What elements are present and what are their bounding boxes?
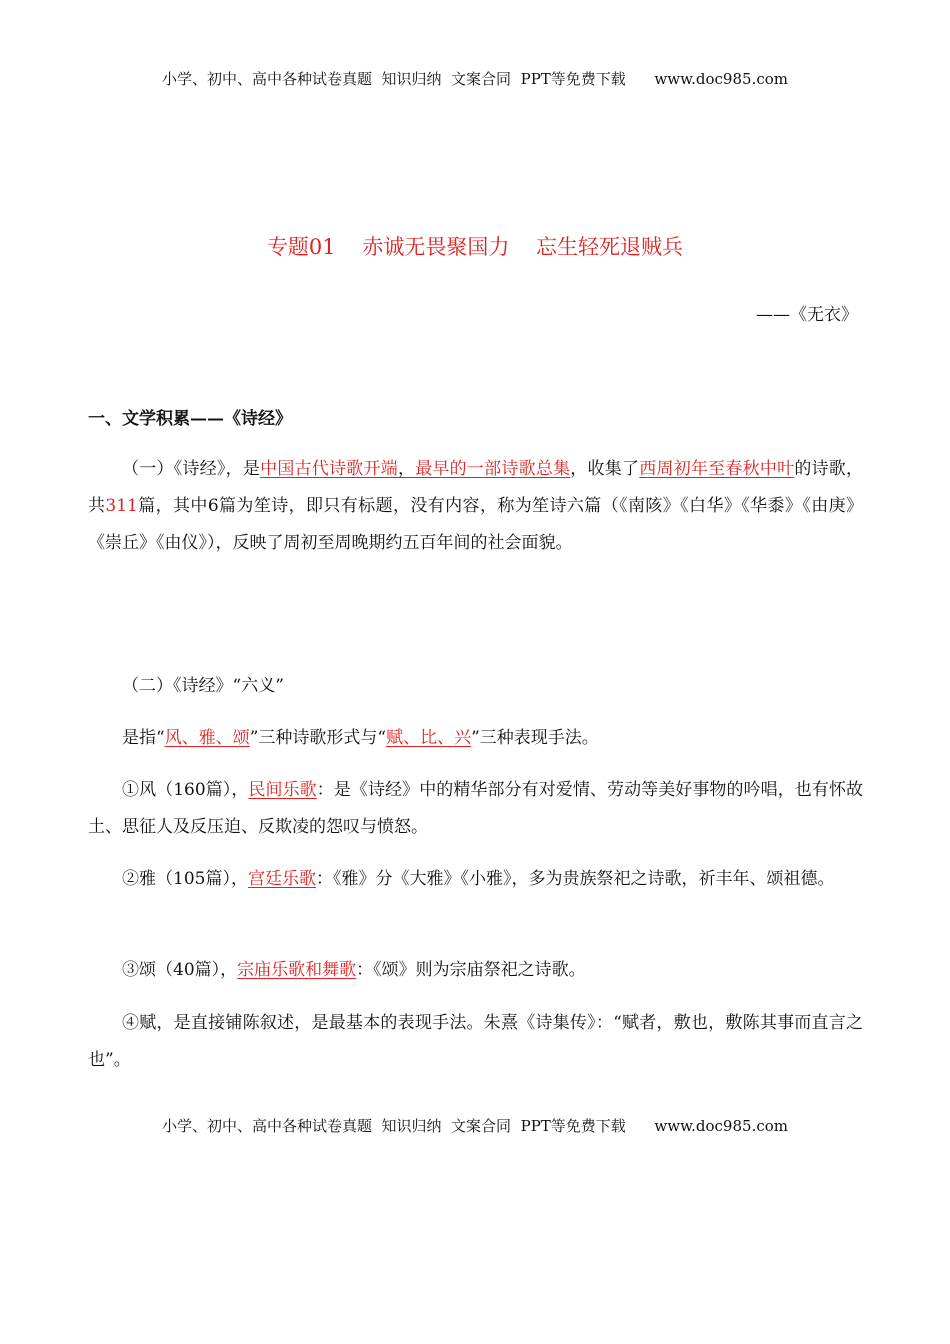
text-run: ，收集了: [570, 459, 640, 479]
section-heading: 一、文学积累——《诗经》: [88, 409, 292, 429]
highlight-feng: 民间乐歌: [248, 780, 317, 800]
page-header: 小学、初中、高中各种试卷真题 知识归纳 文案合同 PPT等免费下载 www.doc985.com: [161, 70, 788, 88]
page-footer: 小学、初中、高中各种试卷真题 知识归纳 文案合同 PPT等免费下载 www.doc985.com: [161, 1117, 788, 1135]
text-run: 篇，其中6篇为笙诗，即只有标题，没有内容，称为笙诗六篇（《南陔》《白华》《华黍》《由庚》《崇丘》《由仪》），反映了周初至周晚期约五百年间的社会面貌。: [88, 496, 863, 553]
paragraph-song: [88, 952, 863, 989]
paragraph-fu: ④赋，是直接铺陈叙述，是最基本的表现手法。朱熹《诗集传》：“赋者，敷也，敷陈其事而直言之也”。: [88, 1013, 863, 1070]
text-run: ：是《诗经》中的精华部分有对爱情、劳动等美好事物的吟唱，也有怀故土、思征人及反压迫、反欺凌的怨叹与愤怒。: [88, 780, 864, 837]
text-run: ”三种表现手法。: [471, 728, 599, 748]
text-run: （一）《诗经》，是: [122, 459, 261, 479]
title-attribution: ——《无衣》: [756, 305, 858, 325]
text-run: ”三种诗歌形式与“: [249, 728, 387, 748]
paragraph-liuyi-heading: （二）《诗经》“六义”: [122, 676, 284, 696]
text-run: ②雅（105篇），: [122, 869, 248, 889]
highlight-ya: 宫廷乐歌: [247, 869, 316, 889]
text-run: 是指“: [122, 728, 165, 748]
text-run: ，: [397, 459, 416, 479]
highlight-count: 311: [105, 496, 138, 516]
highlight-origin: 中国古代诗歌开端: [260, 459, 398, 479]
paragraph-shijing-intro: [88, 451, 863, 562]
text-run: ：《颂》则为宗庙祭祀之诗歌。: [356, 960, 586, 980]
text-run: ：《雅》分《大雅》《小雅》，多为贵族祭祀之诗歌，祈丰年、颂祖德。: [315, 869, 835, 889]
highlight-collection: 最早的一部诗歌总集: [415, 459, 571, 479]
text-run: 的诗歌，共: [88, 459, 864, 516]
highlight-song: 宗庙乐歌和舞歌: [237, 960, 357, 980]
text-run: ③颂（40篇），: [122, 960, 238, 980]
highlight-forms: 风、雅、颂: [164, 728, 250, 748]
highlight-period: 西周初年至春秋中叶: [639, 459, 795, 479]
page-title: 专题01 赤诚无畏聚国力 忘生轻死退贼兵: [266, 235, 684, 259]
paragraph-feng: [88, 772, 863, 846]
paragraph-ya: [88, 861, 863, 898]
highlight-techniques: 赋、比、兴: [386, 728, 472, 748]
paragraph-liuyi-def: [88, 720, 863, 757]
text-run: ①风（160篇），: [122, 780, 249, 800]
